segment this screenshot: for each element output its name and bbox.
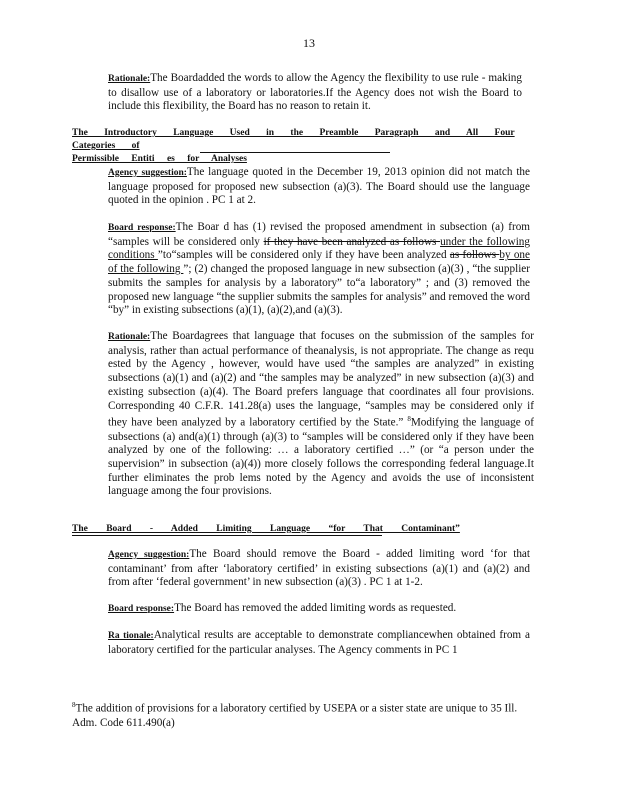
response-text-2: ”to“samples will be considered only if they have been analyzed — [157, 249, 450, 262]
heading-2-text: The Board - Added Limiting Language “for That Contaminant” — [72, 524, 460, 534]
agency-suggestion-paragraph-2 — [108, 548, 530, 590]
rationale-paragraph-1 — [108, 72, 522, 114]
rationale-text-2a: The Boardagrees that language that focuses on the submission of the samples for analysis, rather than actual performance of theanalysis, is not appropriate. The change as requ ested by the Agency , however, would have used “the samples are analyzed” in existing subsections (a)(1) and (a)(2) and “the samples may be analyzed” in new subsection (a)(3) and existing subsection (a)(4). The Board prefers language that coordinates all four provisions. Corresponding 40 C.F.R. 141.28(a) uses the language, “samples may be considered only if they have been analyzed by a laboratory certified by the State.” — [108, 330, 534, 429]
rationale-text-3: Analytical results are acceptable to demonstrate compliancewhen obtained from a laboratory certified for the particular analyses. The Agency comments in PC 1 — [108, 629, 530, 656]
agency-suggestion-paragraph-1 — [108, 166, 530, 208]
response-text-3: ”; (2) changed the proposed language in new subsection (a)(3) , “the supplier submits the samples for analysis by a laboratory” to“a laboratory” ; and (3) removed the proposed new language “the supplier submits the samples for analysis” and removed the word “by” in existing subsections (a)(1), (a)(2),and (a)(3). — [108, 263, 530, 317]
board-response-paragraph-2 — [108, 602, 530, 617]
footnote-reference: 8 — [407, 415, 411, 424]
heading-line-2: Permissible Entiti es for Analyses — [72, 154, 247, 164]
rationale-label-3: Ra tionale: — [108, 631, 154, 641]
deleted-text-1: if they have been analyzed as follows — [263, 235, 441, 248]
board-response-label-2: Board response: — [108, 604, 175, 614]
rationale-paragraph-3 — [108, 629, 530, 657]
agency-suggestion-text: The language quoted in the December 19, 2013 opinion did not match the language proposed for proposed new subsection (a)(3). The Board should use the language quoted in the opinion . PC 1 at 2. — [108, 166, 530, 207]
response-text-1: The Boar d has (1) revised the proposed amendment in subsection (a) from “samples will be considered only — [108, 221, 530, 248]
heading-2-underline — [72, 535, 382, 536]
heading-line-1: The Introductory Language Used in the Preamble Paragraph and All Four Categories of — [72, 128, 515, 151]
footnote-text: The addition of provisions for a laboratory certified by USEPA or a sister state are unique to 35 Ill. Adm. Code 611.490(a) — [72, 702, 518, 729]
agency-suggestion-label-2: Agency suggestion: — [108, 550, 190, 560]
board-response-label: Board response: — [108, 223, 176, 233]
board-response-paragraph-1 — [108, 221, 530, 318]
page-number: 13 — [303, 36, 315, 50]
inserted-text-1: under the following conditions — [108, 235, 530, 262]
deleted-text-2: as follows — [449, 249, 500, 262]
rationale-label: Rationale: — [108, 74, 151, 84]
section-heading-introductory-language — [72, 127, 532, 166]
footnote-mark: 8 — [72, 701, 76, 709]
board-response-text-2: The Board has removed the added limiting words as requested. — [174, 602, 457, 614]
rationale-paragraph-2 — [108, 330, 534, 499]
rationale-text-2b: Modifying the language of subsections (a) and(a)(1) through (a)(3) to “samples will be considered only if they have been analyzed by one of the following: … a laboratory certified …” (or “a person under the supervision” in subsection (a)(4)) more closely follows the corresponding federal language.It further eliminates the prob lems noted by the Agency and avoids the use of inconsistent language among the four provisions. — [108, 416, 534, 498]
heading-underline — [200, 152, 390, 153]
footnote — [72, 698, 538, 730]
inserted-text-2: by one of the following — [108, 249, 530, 276]
rationale-label-2: Rationale: — [108, 332, 151, 342]
rationale-text: The Boardadded the words to allow the Agency the flexibility to use rule - making to disallow use of a laboratory or laboratories.If the Agency does not wish the Board to include this flexibility, the Board has no reason to retain it. — [108, 72, 522, 113]
agency-suggestion-label: Agency suggestion: — [108, 168, 187, 178]
agency-suggestion-text-2: The Board should remove the Board - added limiting word ‘for that contaminant’ from after ‘laboratory certified’ in existing subsections (a)(1) and (a)(2) and from after ‘federal government’ in new subsection (a)(3) . PC 1 at 1-2. — [108, 548, 530, 589]
